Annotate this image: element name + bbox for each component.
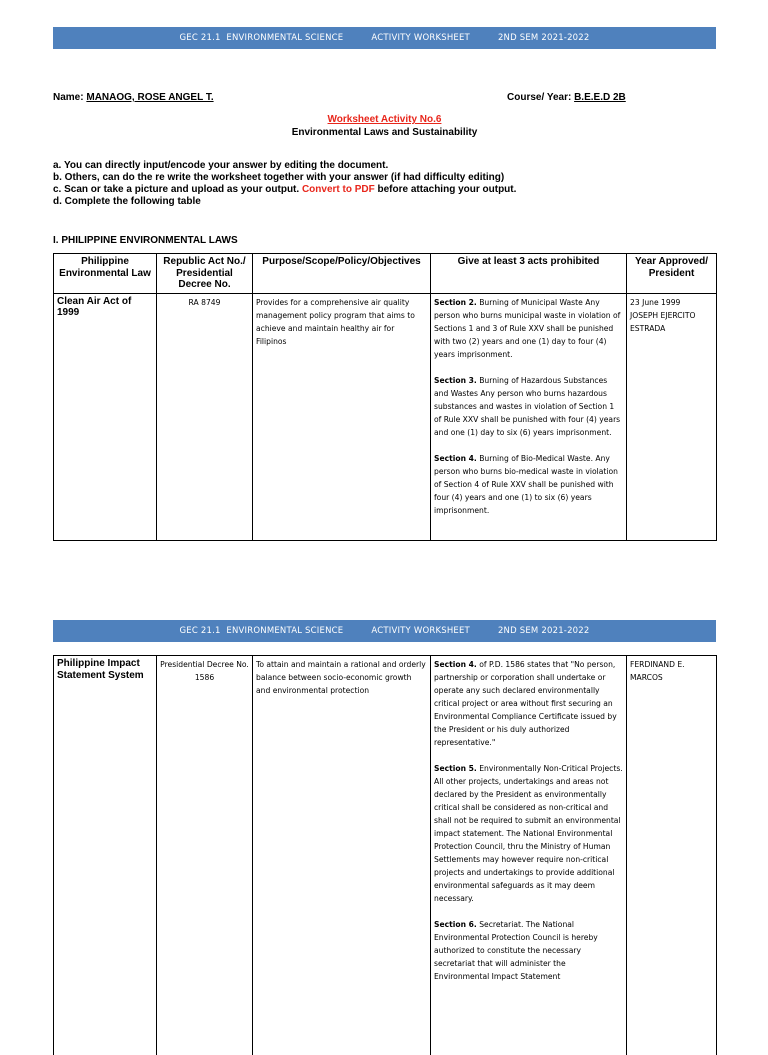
course-info xyxy=(507,92,626,103)
act-section: Section 4. xyxy=(434,660,477,669)
act-text: Environmentally Non-Critical Projects. All other projects, undertakings and areas not declared by the President as environmentally critical shall be considered as non-critical and shall not be required to submit an environmental impact statement. The National Environmental Protection Council, thru the Ministry of Human Settlements may however require non-critical projects and undertakings to provide additional environmental safeguards as it may deem necessary. xyxy=(434,764,623,903)
law-number: RA 8749 xyxy=(157,293,253,541)
act-item xyxy=(434,452,623,517)
act-section: Section 4. xyxy=(434,454,477,463)
act-item xyxy=(434,658,623,749)
year-approved: 23 June 1999 xyxy=(630,296,713,309)
law-number: Presidential Decree No. 1586 xyxy=(157,656,253,1055)
course-code: GEC 21.1 ENVIRONMENTAL SCIENCE xyxy=(179,626,343,636)
act-text: Burning of Municipal Waste Any person who burns municipal waste in violation of Sections 1 and 3 of Rule XXV shall be punished with two (2) years and one (1) day to four (4) years imprisonment. xyxy=(434,298,620,359)
act-section: Section 3. xyxy=(434,376,477,385)
acts-prohibited xyxy=(431,656,627,1055)
act-item xyxy=(434,296,623,361)
instruction-a: a. You can directly input/encode your answer by editing the document. xyxy=(53,160,716,172)
law-purpose: To attain and maintain a rational and orderly balance between socio-economic growth and environmental protection xyxy=(253,656,431,1055)
column-header: Philippine Environmental Law xyxy=(54,254,157,294)
act-section: Section 5. xyxy=(434,764,477,773)
president: JOSEPH EJERCITO ESTRADA xyxy=(630,309,713,335)
table-header-row xyxy=(54,254,717,294)
worksheet-label: ACTIVITY WORKSHEET xyxy=(371,626,470,636)
name-value: MANAOG, ROSE ANGEL T. xyxy=(86,92,213,103)
law-name: Clean Air Act of 1999 xyxy=(54,293,157,541)
act-item xyxy=(434,762,623,905)
instruction-c-highlight: Convert to PDF xyxy=(302,184,375,195)
semester: 2ND SEM 2021-2022 xyxy=(498,33,590,43)
semester: 2ND SEM 2021-2022 xyxy=(498,626,590,636)
year-president xyxy=(627,293,717,541)
laws-table xyxy=(53,253,717,541)
act-text: of P.D. 1586 states that "No person, partnership or corporation shall undertake or operate any such declared environmentally critical project or area without first securing an Environmental Compliance Certificate issued by the President or his duly authorized representative." xyxy=(434,660,617,747)
column-header: Purpose/Scope/Policy/Objectives xyxy=(253,254,431,294)
act-section: Section 2. xyxy=(434,298,477,307)
instruction-b: b. Others, can do the re write the worksheet together with your answer (if had difficulty editing) xyxy=(53,172,716,184)
course-value: B.E.E.D 2B xyxy=(574,92,626,103)
law-name: Philippine Impact Statement System xyxy=(54,656,157,1055)
table-row xyxy=(54,293,717,541)
course-code: GEC 21.1 ENVIRONMENTAL SCIENCE xyxy=(179,33,343,43)
acts-prohibited xyxy=(431,293,627,541)
worksheet-title: Worksheet Activity No.6 xyxy=(53,114,716,125)
act-section: Section 6. xyxy=(434,920,477,929)
instruction-c-suffix: before attaching your output. xyxy=(378,184,517,195)
act-item xyxy=(434,918,623,983)
president: FERDINAND E. MARCOS xyxy=(627,656,717,1055)
laws-table-continued xyxy=(53,655,717,1055)
act-text: Burning of Hazardous Substances and Wastes Any person who burns hazardous substances and wastes in violation of Section 1 of Rule XXV shall be punished with four (4) years and one (1) day to six (6) years imprisonment. xyxy=(434,376,620,437)
instructions xyxy=(53,160,716,208)
instruction-c-text: c. Scan or take a picture and upload as your output. xyxy=(53,184,299,195)
column-header: Give at least 3 acts prohibited xyxy=(431,254,627,294)
column-header: Republic Act No./ Presidential Decree No. xyxy=(157,254,253,294)
header-banner-page2 xyxy=(53,620,716,642)
section-heading: I. PHILIPPINE ENVIRONMENTAL LAWS xyxy=(53,235,238,246)
act-item xyxy=(434,374,623,439)
header-banner xyxy=(53,27,716,49)
name-label: Name: xyxy=(53,92,84,103)
worksheet-label: ACTIVITY WORKSHEET xyxy=(371,33,470,43)
worksheet-subtitle: Environmental Laws and Sustainability xyxy=(53,127,716,138)
instruction-d: d. Complete the following table xyxy=(53,196,716,208)
law-purpose: Provides for a comprehensive air quality management policy program that aims to achieve and maintain healthy air for Filipinos xyxy=(253,293,431,541)
instruction-c xyxy=(53,184,716,196)
act-text: Secretariat. The National Environmental Protection Council is hereby authorized to constitute the necessary secretariat that will administer the Environmental Impact Statement xyxy=(434,920,598,981)
column-header: Year Approved/ President xyxy=(627,254,717,294)
act-text: Burning of Bio-Medical Waste. Any person who burns bio-medical waste in violation of Section 4 of Rule XXV shall be punished with four (4) years and one (1) to six (6) years imprisonment. xyxy=(434,454,618,515)
course-label: Course/ Year: xyxy=(507,92,571,103)
table-row xyxy=(54,656,717,1055)
student-info xyxy=(53,92,716,103)
